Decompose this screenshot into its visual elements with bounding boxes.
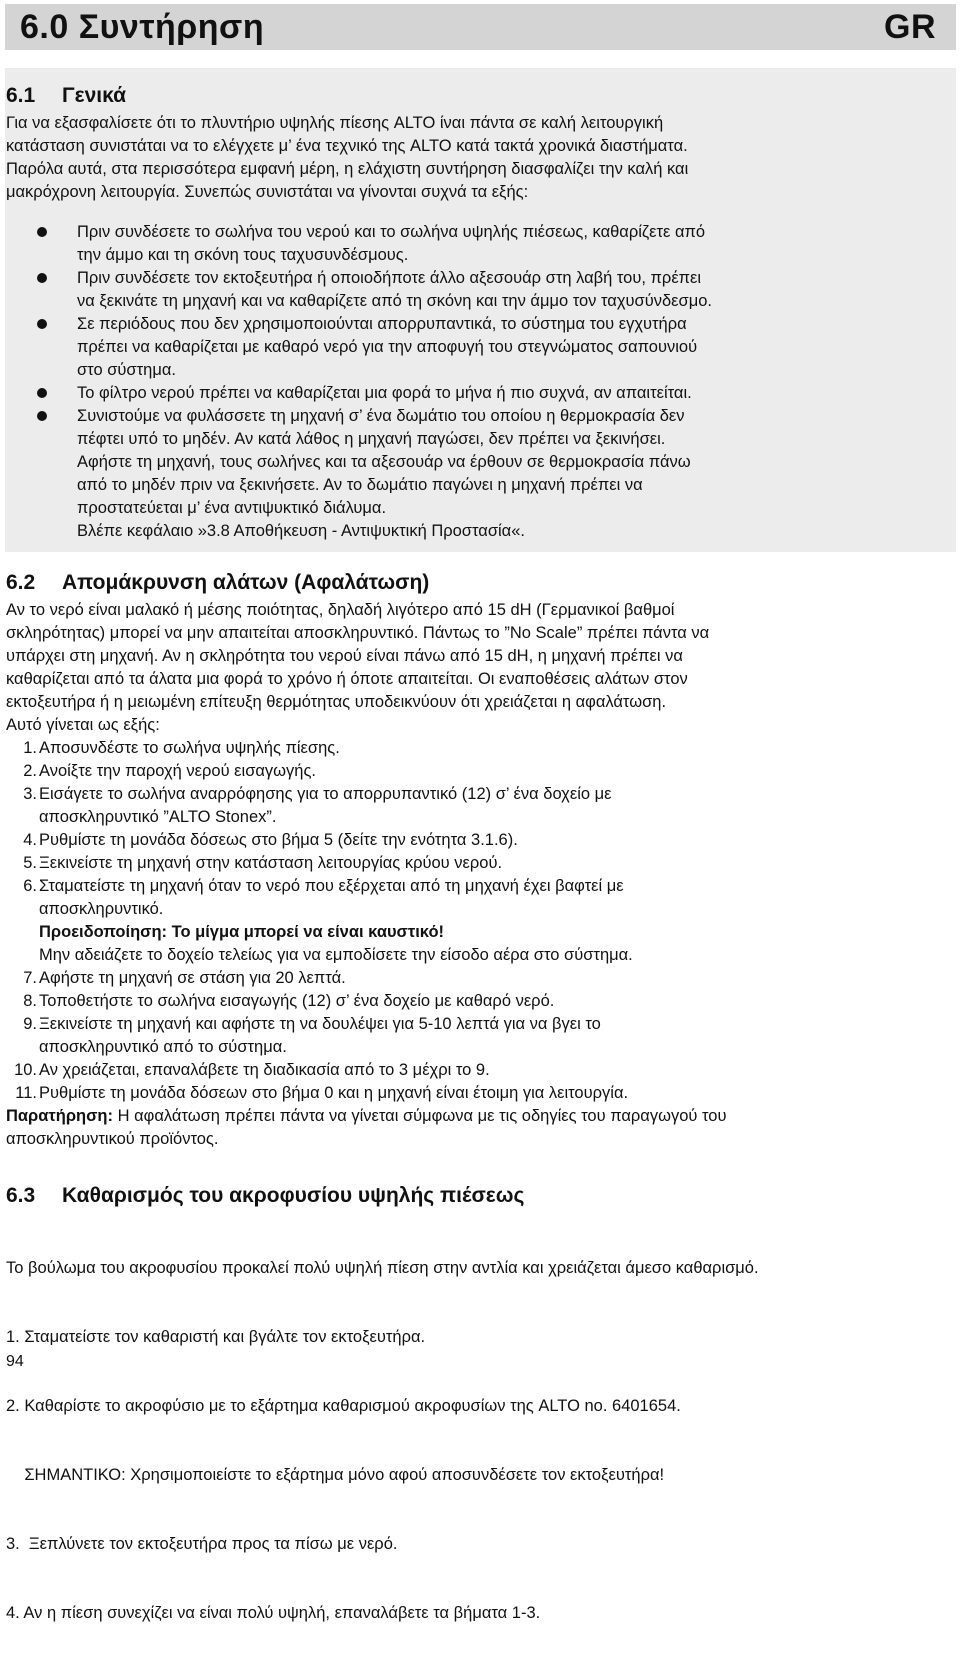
bullet-line: Βλέπε κεφάλαιο »3.8 Αποθήκευση - Αντιψυκτική Προστασία«. — [77, 522, 525, 540]
section-number: 6.3 — [6, 1184, 36, 1207]
step-number: 2. — [23, 762, 37, 780]
paragraph-line: Παρόλα αυτά, στα περισσότερα εμφανή μέρη, η ελάχιστη συντήρηση διασφαλίζει την καλή και — [6, 160, 689, 178]
bullet-line: πέφτει υπό το μηδέν. Αν κατά λάθος η μηχανή παγώσει, δεν πρέπει να ξεκινήσει. — [77, 430, 666, 448]
step-number: 11. — [15, 1084, 37, 1102]
step-line: Αποσυνδέστε το σωλήνα υψηλής πίεσης. — [39, 739, 340, 757]
bullet-line: Σε περιόδους που δεν χρησιμοποιούνται απορρυπαντικά, το σύστημα του εγχυτήρα — [77, 315, 687, 333]
step-item — [6, 1013, 951, 1059]
bullet-line: από το μηδέν πριν να ξεκινήσετε. Αν το δωμάτιο παγώνει η μηχανή πρέπει να — [77, 476, 643, 494]
bullet-line: στο σύστημα. — [77, 361, 176, 379]
nozzle-cleaning-text — [6, 1211, 951, 1671]
paragraph-line: 2. Καθαρίστε το ακροφύσιο με το εξάρτημα καθαρισμού ακροφυσίων της ALTO no. 6401654. — [6, 1397, 681, 1415]
section-heading: Γενικά — [62, 84, 127, 107]
step-item — [6, 967, 951, 990]
paragraph-line: ΣΗΜΑΝΤΙΚΟ: Χρησιμοποιείστε το εξάρτημα μόνο αφού αποσυνδέσετε τον εκτοξευτήρα! — [6, 1466, 665, 1484]
descaling-steps-list — [6, 737, 951, 921]
step-line: Ρυθμίστε τη μονάδα δόσεως στο βήμα 5 (δείτε την ενότητα 3.1.6). — [39, 831, 518, 849]
section-6-1 — [6, 83, 951, 543]
paragraph-line: Αυτό γίνεται ως εξής: — [6, 716, 160, 734]
paragraph-line: Αν το νερό είναι μαλακό ή μέσης ποιότητας, δηλαδή λιγότερο από 15 dH (Γερμανικοί βαθμοί — [6, 601, 675, 619]
section-6-1-title — [6, 83, 951, 109]
paragraph-line: 4. Αν η πίεση συνεχίζει να είναι πολύ υψηλή, επαναλάβετε τα βήματα 1-3. — [6, 1604, 541, 1622]
step-item — [6, 990, 951, 1013]
step-line: Ρυθμίστε τη μονάδα δόσεων στο βήμα 0 και η μηχανή είναι έτοιμη για λειτουργία. — [39, 1084, 629, 1102]
bullet-item — [6, 313, 951, 382]
chapter-header — [5, 4, 956, 50]
step-item — [6, 829, 951, 852]
chapter-title: 6.0 Συντήρηση — [20, 7, 265, 46]
step-number: 10. — [14, 1061, 37, 1079]
step-line: Σταματείστε τη μηχανή όταν το νερό που εξέρχεται από τη μηχανή έχει βαφτεί με — [39, 877, 624, 895]
section-6-3-title — [6, 1183, 951, 1209]
step-line: Ξεκινείστε τη μηχανή στην κατάσταση λειτουργίας κρύου νερού. — [39, 854, 503, 872]
step-item — [6, 760, 951, 783]
step-line: Ξεκινείστε τη μηχανή και αφήστε τη να δουλέψει για 5-10 λεπτά για να βγει το — [39, 1015, 601, 1033]
step-number: 9. — [23, 1015, 37, 1033]
warning-text: Μην αδειάζετε το δοχείο τελείως για να εμποδίσετε την είσοδο αέρα στο σύστημα. — [39, 946, 633, 964]
step-line: Αν χρειάζεται, επαναλάβετε τη διαδικασία από το 3 μέχρι το 9. — [39, 1061, 490, 1079]
paragraph-line: μακρόχρονη λειτουργία. Συνεπώς συνιστάται να γίνονται συχνά τα εξής: — [6, 183, 529, 201]
note-block — [6, 1105, 951, 1151]
bullet-line: προστατεύεται μ’ ένα αντιψυκτικό διάλυμα. — [77, 499, 387, 517]
maintenance-bullet-list — [6, 221, 951, 543]
step-number: 1. — [23, 739, 37, 757]
step-number: 6. — [23, 877, 37, 895]
step-number: 5. — [23, 854, 37, 872]
step-number: 3. — [23, 785, 37, 803]
step-line: αποσκληρυντικό ”ALTO Stonex”. — [39, 808, 277, 826]
paragraph-line: εκτοξευτήρα ή η μειωμένη επίτευξη θερμότητας υποδεικνύουν ότι χρειάζεται η αφαλάτωση. — [6, 693, 667, 711]
bullet-line: την άμμο και τη σκόνη τους ταχυσυνδέσμους. — [77, 246, 409, 264]
step-item — [6, 1059, 951, 1082]
step-line: αποσκληρυντικό από το σύστημα. — [39, 1038, 287, 1056]
section-number: 6.2 — [6, 571, 36, 594]
bullet-item — [6, 221, 951, 267]
note-label: Παρατήρηση: — [6, 1107, 114, 1125]
section-6-3 — [6, 1183, 951, 1671]
page-number: 94 — [6, 1353, 24, 1370]
step-line: Εισάγετε το σωλήνα αναρρόφησης για το απορρυπαντικό (12) σ’ ένα δοχείο με — [39, 785, 612, 803]
section-number: 6.1 — [6, 84, 36, 107]
step-number: 7. — [23, 969, 37, 987]
section-6-2-title — [6, 570, 951, 596]
step-line: Αφήστε τη μηχανή σε στάση για 20 λεπτά. — [39, 969, 346, 987]
paragraph-line: 3. Ξεπλύνετε τον εκτοξευτήρα προς τα πίσω με νερό. — [6, 1535, 398, 1553]
bullet-line: πρέπει να καθαρίζεται με καθαρό νερό για την αποφυγή του στεγνώματος σαπουνιού — [77, 338, 698, 356]
bullet-line: να ξεκινάτε τη μηχανή και να καθαρίζετε από τη σκόνη και την άμμο τον ταχυσύνδεσμο. — [77, 292, 712, 310]
step-number: 8. — [23, 992, 37, 1010]
paragraph-line: Το βούλωμα του ακροφυσίου προκαλεί πολύ υψηλή πίεση στην αντλία και χρειάζεται άμεσο καθαρισμό. — [6, 1259, 759, 1277]
step-item — [6, 852, 951, 875]
section-heading: Απομάκρυνση αλάτων (Αφαλάτωση) — [62, 571, 430, 594]
bullet-line: Συνιστούμε να φυλάσσετε τη μηχανή σ’ ένα δωμάτιο του οποίου η θερμοκρασία δεν — [77, 407, 685, 425]
warning-block — [6, 921, 951, 967]
paragraph-line: καθαρίζεται από τα άλατα μια φορά το χρόνο ή όποτε απαιτείται. Οι εναποθέσεις αλάτων στον — [6, 670, 688, 688]
paragraph-line: κατάσταση συνιστάται να το ελέγχετε μ’ ένα τεχνικό της ALTO κατά τακτά χρονικά διαστήματα. — [6, 137, 688, 155]
warning-label: Προειδοποίηση: Το μίγμα μπορεί να είναι καυστικό! — [39, 923, 445, 941]
paragraph-line: 1. Σταματείστε τον καθαριστή και βγάλτε τον εκτοξευτήρα. — [6, 1328, 426, 1346]
bullet-line: Το φίλτρο νερού πρέπει να καθαρίζεται μια φορά το μήνα ή πιο συχνά, αν απαιτείται. — [77, 384, 692, 402]
step-item — [6, 737, 951, 760]
descaling-steps-list-continued — [6, 967, 951, 1105]
section-6-2 — [6, 570, 951, 1151]
paragraph-line: σκληρότητας) μπορεί να μην απαιτείται αποσκληρυντικό. Πάντως το ”No Scale” πρέπει πάντα να — [6, 624, 710, 642]
note-text-line: αποσκληρυντικού προϊόντος. — [6, 1130, 219, 1148]
note-text: Η αφαλάτωση πρέπει πάντα να γίνεται σύμφωνα με τις οδηγίες του παραγωγού του — [113, 1107, 727, 1125]
step-item — [6, 783, 951, 829]
step-line: αποσκληρυντικό. — [39, 900, 164, 918]
step-line: Τοποθετήστε το σωλήνα εισαγωγής (12) σ’ ένα δοχείο με καθαρό νερό. — [39, 992, 555, 1010]
section-6-2-intro — [6, 599, 951, 737]
section-heading: Καθαρισμός του ακροφυσίου υψηλής πιέσεως — [62, 1184, 525, 1207]
bullet-item — [6, 267, 951, 313]
section-6-1-intro — [6, 112, 951, 204]
step-line: Ανοίξτε την παροχή νερού εισαγωγής. — [39, 762, 317, 780]
bullet-line: Αφήστε τη μηχανή, τους σωλήνες και τα αξεσουάρ να έρθουν σε θερμοκρασία πάνω — [77, 453, 691, 471]
bullet-item — [6, 382, 951, 405]
step-number: 4. — [23, 831, 37, 849]
bullet-item — [6, 405, 951, 543]
step-item — [6, 875, 951, 921]
bullet-line: Πριν συνδέσετε τον εκτοξευτήρα ή οποιοδήποτε άλλο αξεσουάρ στη λαβή του, πρέπει — [77, 269, 702, 287]
step-item — [6, 1082, 951, 1105]
language-code: GR — [884, 7, 936, 46]
paragraph-line: υπάρχει στη μηχανή. Αν η σκληρότητα του νερού είναι πάνω από 15 dH, η μηχανή πρέπει να — [6, 647, 683, 665]
bullet-line: Πριν συνδέσετε το σωλήνα του νερού και το σωλήνα υψηλής πιέσεως, καθαρίζετε από — [77, 223, 706, 241]
paragraph-line: Για να εξασφαλίσετε ότι το πλυντήριο υψηλής πίεσης ALTO ίναι πάντα σε καλή λειτουργική — [6, 114, 664, 132]
